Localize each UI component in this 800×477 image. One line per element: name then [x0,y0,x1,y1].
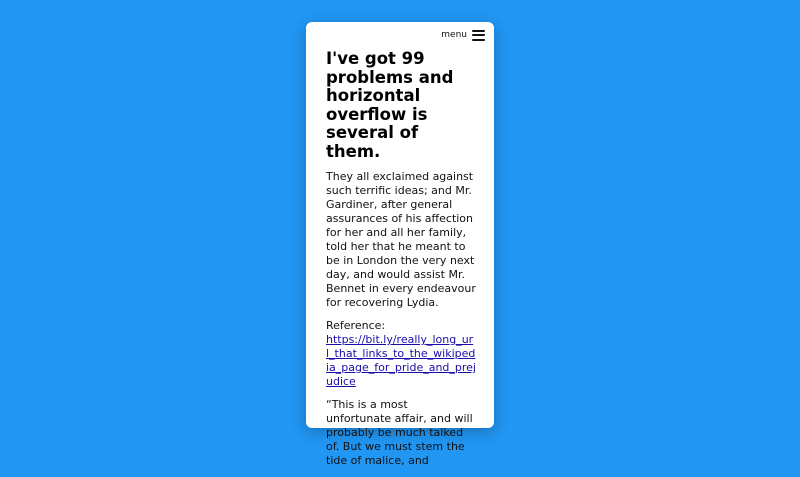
article-title: I've got 99 problems and horizontal overflow is several of them. [326,49,454,161]
reference-block [326,319,476,389]
article-content [326,50,476,477]
reference-label: Reference: [326,319,386,332]
hamburger-line [472,39,485,41]
reference-link[interactable]: https://bit.ly/really_long_url_that_links_to_the_wikipedia_page_for_pride_and_prejudice [326,333,476,388]
mobile-page-card [306,22,494,467]
article-paragraph: They all exclaimed against such terrific ideas; and Mr. Gardiner, after general assurances of his affection for her and all her family, told her that he meant to be in London the very next day, and would assist Mr. Bennet in every endeavour for recovering Lydia. [326,170,476,309]
article-paragraph: “This is a most unfortunate affair, and will probably be much talked of. But we must stem the tide of malice, and [326,398,473,467]
menu-label[interactable]: menu [441,30,467,40]
hamburger-icon[interactable] [472,30,485,41]
hamburger-line [472,34,485,36]
hamburger-line [472,30,485,32]
top-bar [441,28,485,42]
